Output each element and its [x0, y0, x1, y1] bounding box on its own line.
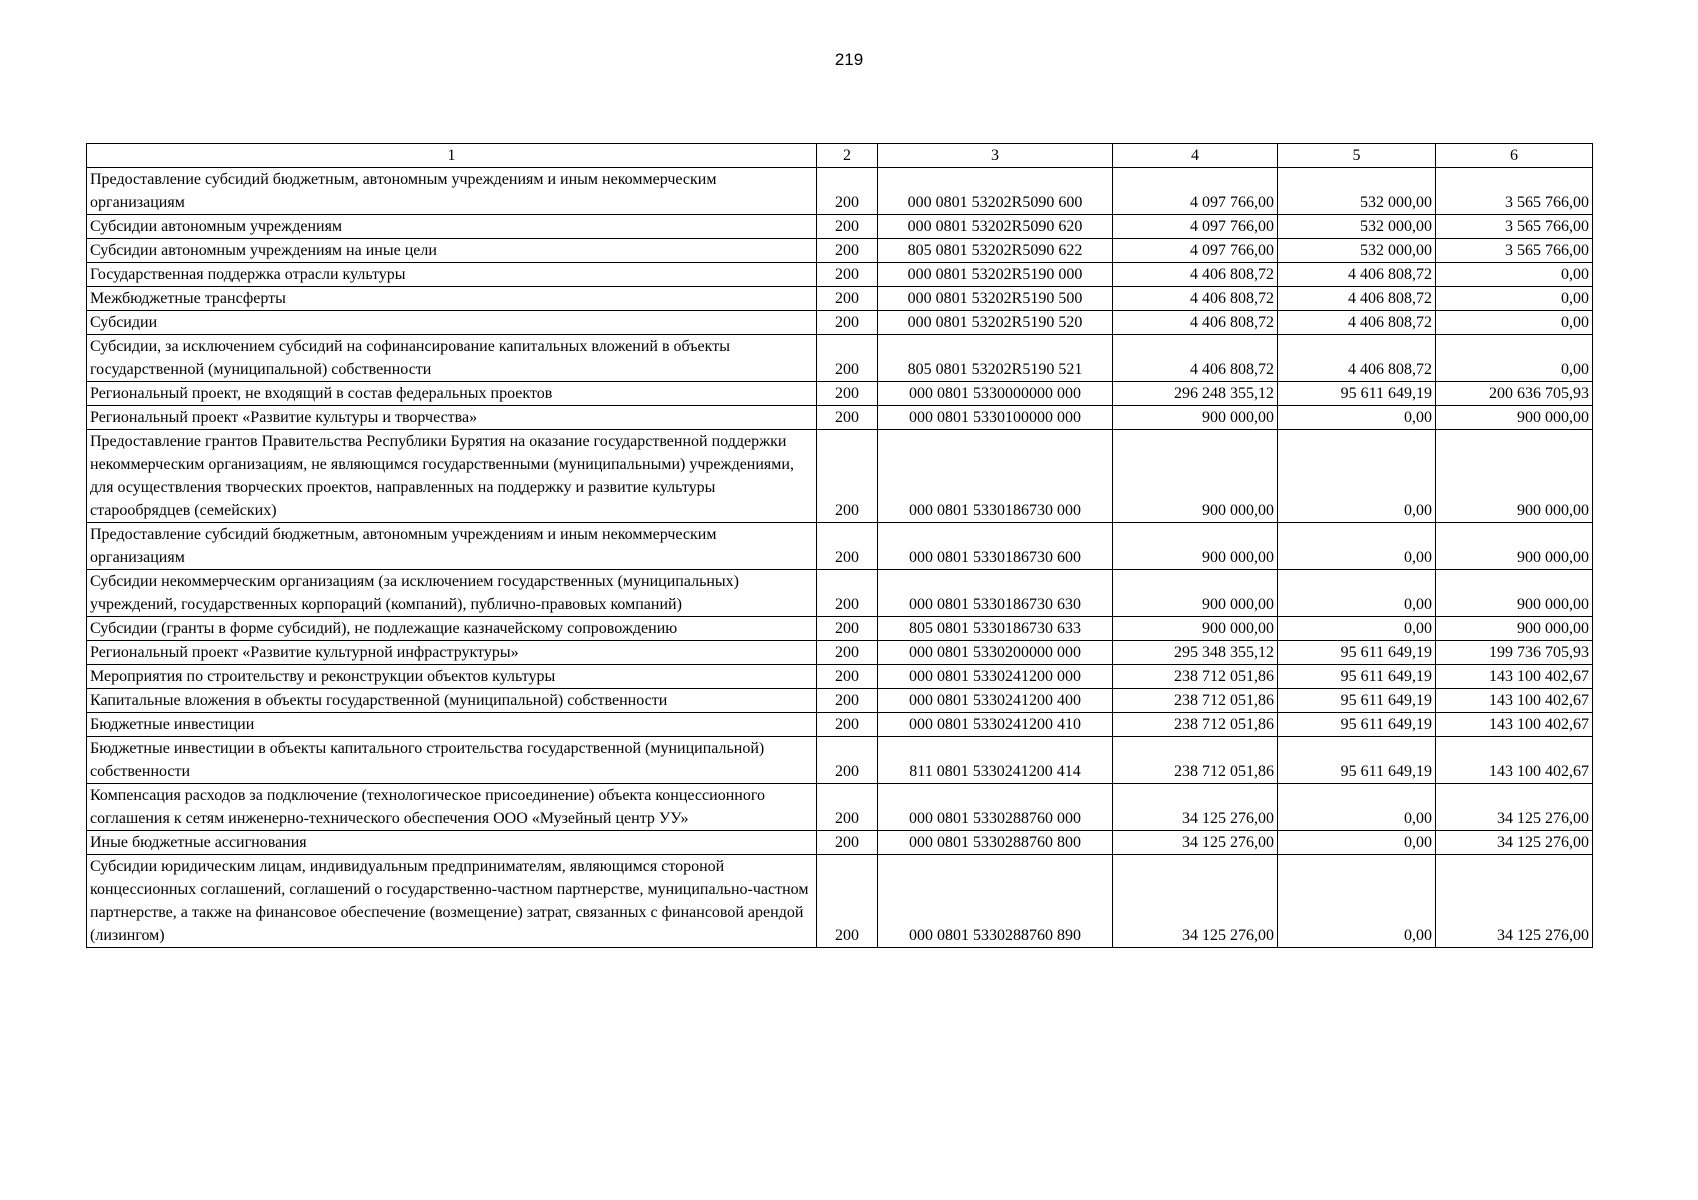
row-col2-cell: 200 [817, 689, 878, 713]
page-number: 219 [834, 50, 864, 69]
row-col6-cell: 0,00 [1436, 263, 1593, 287]
row-col4-cell: 296 248 355,12 [1113, 382, 1278, 406]
row-code-cell: 000 0801 5330241200 000 [878, 665, 1113, 689]
row-name-cell: Региональный проект «Развитие культурной инфраструктуры» [87, 641, 817, 665]
table-body [87, 168, 1593, 948]
row-col6-cell: 34 125 276,00 [1436, 784, 1593, 831]
row-code-cell: 000 0801 53202R5190 500 [878, 287, 1113, 311]
table-row [87, 855, 1593, 948]
row-col6-cell: 900 000,00 [1436, 430, 1593, 523]
row-name-cell: Государственная поддержка отрасли культуры [87, 263, 817, 287]
table-row [87, 263, 1593, 287]
row-col6-cell: 143 100 402,67 [1436, 689, 1593, 713]
row-col6-cell: 0,00 [1436, 287, 1593, 311]
table-row [87, 570, 1593, 617]
row-col4-cell: 4 406 808,72 [1113, 263, 1278, 287]
row-col4-cell: 900 000,00 [1113, 617, 1278, 641]
table-row [87, 215, 1593, 239]
row-col5-cell: 0,00 [1278, 784, 1436, 831]
row-col6-cell: 34 125 276,00 [1436, 855, 1593, 948]
table-row [87, 641, 1593, 665]
row-col2-cell: 200 [817, 831, 878, 855]
row-name-cell: Межбюджетные трансферты [87, 287, 817, 311]
row-name-cell: Субсидии автономным учреждениям [87, 215, 817, 239]
table-row [87, 239, 1593, 263]
row-col5-cell: 95 611 649,19 [1278, 713, 1436, 737]
row-col6-cell: 0,00 [1436, 335, 1593, 382]
row-col5-cell: 532 000,00 [1278, 215, 1436, 239]
row-code-cell: 000 0801 5330186730 630 [878, 570, 1113, 617]
row-name-cell: Компенсация расходов за подключение (технологическое присоединение) объекта концессионного соглашения к сетям инженерно-технического обеспечения ООО «Музейный центр УУ» [87, 784, 817, 831]
table-row [87, 737, 1593, 784]
row-col4-cell: 238 712 051,86 [1113, 689, 1278, 713]
table-row [87, 311, 1593, 335]
table-row [87, 430, 1593, 523]
table-row [87, 382, 1593, 406]
row-code-cell: 805 0801 5330186730 633 [878, 617, 1113, 641]
row-col5-cell: 0,00 [1278, 523, 1436, 570]
row-code-cell: 000 0801 5330241200 410 [878, 713, 1113, 737]
row-col2-cell: 200 [817, 263, 878, 287]
row-code-cell: 000 0801 53202R5190 000 [878, 263, 1113, 287]
row-col2-cell: 200 [817, 430, 878, 523]
column-header: 1 [87, 144, 817, 168]
row-name-cell: Субсидии юридическим лицам, индивидуальным предпринимателям, являющимся стороной концессионных соглашений, соглашений о государственно-частном партнерстве, муниципально-частном партнерстве, а также на финансовое обеспечение (возмещение) затрат, связанных с финансовой арендой (лизингом) [87, 855, 817, 948]
row-col6-cell: 34 125 276,00 [1436, 831, 1593, 855]
table-row [87, 168, 1593, 215]
row-col4-cell: 238 712 051,86 [1113, 737, 1278, 784]
row-col6-cell: 3 565 766,00 [1436, 239, 1593, 263]
row-name-cell: Региональный проект, не входящий в состав федеральных проектов [87, 382, 817, 406]
row-col6-cell: 3 565 766,00 [1436, 168, 1593, 215]
row-code-cell: 000 0801 5330288760 000 [878, 784, 1113, 831]
row-code-cell: 000 0801 5330288760 890 [878, 855, 1113, 948]
row-col4-cell: 900 000,00 [1113, 430, 1278, 523]
row-col2-cell: 200 [817, 239, 878, 263]
row-col2-cell: 200 [817, 737, 878, 784]
row-col6-cell: 199 736 705,93 [1436, 641, 1593, 665]
row-col6-cell: 143 100 402,67 [1436, 713, 1593, 737]
table-row [87, 617, 1593, 641]
table-row [87, 689, 1593, 713]
row-col5-cell: 95 611 649,19 [1278, 689, 1436, 713]
row-col2-cell: 200 [817, 215, 878, 239]
row-col2-cell: 200 [817, 311, 878, 335]
row-name-cell: Бюджетные инвестиции в объекты капитального строительства государственной (муниципальной) собственности [87, 737, 817, 784]
row-col2-cell: 200 [817, 855, 878, 948]
row-name-cell: Субсидии автономным учреждениям на иные цели [87, 239, 817, 263]
row-code-cell: 000 0801 53202R5090 620 [878, 215, 1113, 239]
row-code-cell: 000 0801 5330288760 800 [878, 831, 1113, 855]
row-col5-cell: 4 406 808,72 [1278, 287, 1436, 311]
row-name-cell: Субсидии (гранты в форме субсидий), не подлежащие казначейскому сопровождению [87, 617, 817, 641]
column-header: 5 [1278, 144, 1436, 168]
row-col4-cell: 4 406 808,72 [1113, 287, 1278, 311]
table-header-row [87, 144, 1593, 168]
row-col2-cell: 200 [817, 713, 878, 737]
row-code-cell: 811 0801 5330241200 414 [878, 737, 1113, 784]
table-row [87, 831, 1593, 855]
row-col4-cell: 295 348 355,12 [1113, 641, 1278, 665]
column-header: 3 [878, 144, 1113, 168]
row-col4-cell: 34 125 276,00 [1113, 855, 1278, 948]
table-row [87, 523, 1593, 570]
row-col2-cell: 200 [817, 406, 878, 430]
row-col4-cell: 4 097 766,00 [1113, 168, 1278, 215]
row-col4-cell: 4 406 808,72 [1113, 311, 1278, 335]
row-col5-cell: 95 611 649,19 [1278, 382, 1436, 406]
row-name-cell: Капитальные вложения в объекты государственной (муниципальной) собственности [87, 689, 817, 713]
row-code-cell: 805 0801 53202R5190 521 [878, 335, 1113, 382]
row-col2-cell: 200 [817, 523, 878, 570]
row-col5-cell: 0,00 [1278, 617, 1436, 641]
row-name-cell: Иные бюджетные ассигнования [87, 831, 817, 855]
row-col6-cell: 900 000,00 [1436, 570, 1593, 617]
row-col2-cell: 200 [817, 570, 878, 617]
table-row [87, 713, 1593, 737]
row-col6-cell: 0,00 [1436, 311, 1593, 335]
row-col5-cell: 532 000,00 [1278, 239, 1436, 263]
row-col5-cell: 0,00 [1278, 831, 1436, 855]
row-col5-cell: 4 406 808,72 [1278, 263, 1436, 287]
row-code-cell: 000 0801 5330241200 400 [878, 689, 1113, 713]
row-col4-cell: 900 000,00 [1113, 570, 1278, 617]
budget-table [86, 143, 1593, 948]
row-col6-cell: 200 636 705,93 [1436, 382, 1593, 406]
row-col2-cell: 200 [817, 382, 878, 406]
row-name-cell: Субсидии [87, 311, 817, 335]
row-col2-cell: 200 [817, 168, 878, 215]
row-code-cell: 000 0801 53202R5090 600 [878, 168, 1113, 215]
row-col5-cell: 95 611 649,19 [1278, 665, 1436, 689]
row-name-cell: Предоставление субсидий бюджетным, автономным учреждениям и иным некоммерческим организациям [87, 523, 817, 570]
row-code-cell: 000 0801 5330000000 000 [878, 382, 1113, 406]
row-col2-cell: 200 [817, 617, 878, 641]
row-name-cell: Региональный проект «Развитие культуры и творчества» [87, 406, 817, 430]
row-col5-cell: 0,00 [1278, 570, 1436, 617]
row-code-cell: 000 0801 5330200000 000 [878, 641, 1113, 665]
row-name-cell: Предоставление субсидий бюджетным, автономным учреждениям и иным некоммерческим организациям [87, 168, 817, 215]
row-code-cell: 000 0801 5330186730 000 [878, 430, 1113, 523]
row-col4-cell: 4 406 808,72 [1113, 335, 1278, 382]
column-header: 4 [1113, 144, 1278, 168]
row-col6-cell: 143 100 402,67 [1436, 665, 1593, 689]
row-col4-cell: 900 000,00 [1113, 406, 1278, 430]
row-name-cell: Субсидии некоммерческим организациям (за исключением государственных (муниципальных) учреждений, государственных корпораций (компаний), публично-правовых компаний) [87, 570, 817, 617]
row-name-cell: Субсидии, за исключением субсидий на софинансирование капитальных вложений в объекты государственной (муниципальной) собственности [87, 335, 817, 382]
table-row [87, 784, 1593, 831]
row-col5-cell: 532 000,00 [1278, 168, 1436, 215]
row-name-cell: Бюджетные инвестиции [87, 713, 817, 737]
row-col4-cell: 238 712 051,86 [1113, 665, 1278, 689]
row-col5-cell: 4 406 808,72 [1278, 311, 1436, 335]
table-row [87, 287, 1593, 311]
row-col6-cell: 3 565 766,00 [1436, 215, 1593, 239]
row-col6-cell: 143 100 402,67 [1436, 737, 1593, 784]
row-col4-cell: 4 097 766,00 [1113, 239, 1278, 263]
row-col5-cell: 95 611 649,19 [1278, 737, 1436, 784]
row-col6-cell: 900 000,00 [1436, 617, 1593, 641]
row-col2-cell: 200 [817, 335, 878, 382]
row-col6-cell: 900 000,00 [1436, 406, 1593, 430]
row-code-cell: 000 0801 5330186730 600 [878, 523, 1113, 570]
table-row [87, 665, 1593, 689]
table-row [87, 406, 1593, 430]
row-name-cell: Мероприятия по строительству и реконструкции объектов культуры [87, 665, 817, 689]
column-header: 2 [817, 144, 878, 168]
row-col5-cell: 0,00 [1278, 406, 1436, 430]
row-code-cell: 000 0801 5330100000 000 [878, 406, 1113, 430]
row-col5-cell: 0,00 [1278, 855, 1436, 948]
row-col5-cell: 95 611 649,19 [1278, 641, 1436, 665]
row-col2-cell: 200 [817, 641, 878, 665]
row-col4-cell: 34 125 276,00 [1113, 831, 1278, 855]
column-header: 6 [1436, 144, 1593, 168]
row-col4-cell: 900 000,00 [1113, 523, 1278, 570]
row-col2-cell: 200 [817, 784, 878, 831]
row-col4-cell: 34 125 276,00 [1113, 784, 1278, 831]
row-col6-cell: 900 000,00 [1436, 523, 1593, 570]
row-col4-cell: 4 097 766,00 [1113, 215, 1278, 239]
table-row [87, 335, 1593, 382]
row-col2-cell: 200 [817, 287, 878, 311]
row-name-cell: Предоставление грантов Правительства Республики Бурятия на оказание государственной поддержки некоммерческим организациям, не являющимся государственными (муниципальными) учреждениями, для осуществления творческих проектов, направленных на поддержку и развитие культуры старообрядцев (семейских) [87, 430, 817, 523]
row-col2-cell: 200 [817, 665, 878, 689]
row-col5-cell: 4 406 808,72 [1278, 335, 1436, 382]
row-code-cell: 000 0801 53202R5190 520 [878, 311, 1113, 335]
row-code-cell: 805 0801 53202R5090 622 [878, 239, 1113, 263]
row-col4-cell: 238 712 051,86 [1113, 713, 1278, 737]
row-col5-cell: 0,00 [1278, 430, 1436, 523]
